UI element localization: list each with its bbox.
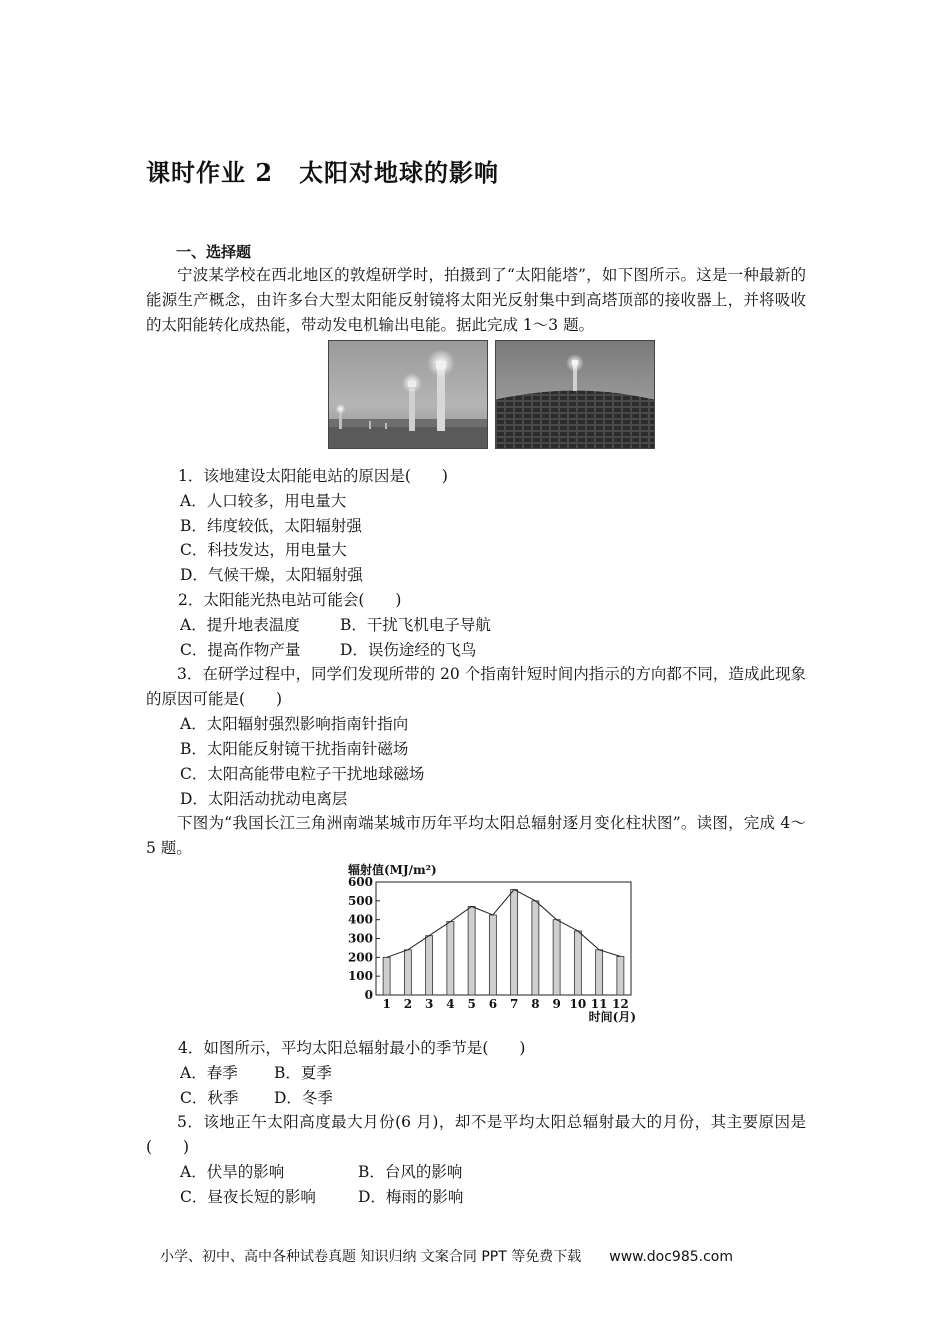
q4-option-a: A．春季 [180,1064,238,1082]
chart-x-tick-label: 3 [424,997,434,1011]
title-main: 课时作业 2 [146,158,274,187]
chart-y-tick-label: 100 [347,969,373,984]
q2-option-a: A．提升地表温度 [180,616,300,634]
q1-option-c: C．科技发达，用电量大 [180,541,347,559]
chart-x-tick-label: 2 [403,997,413,1011]
chart-y-tick-label: 400 [347,912,373,927]
footer-text: 小学、初中、高中各种试卷真题 知识归纳 文案合同 PPT 等免费下载 [160,1249,582,1265]
chart-y-tick-label: 200 [347,950,373,965]
solar-mirror-field-photo [495,340,655,449]
chart-x-tick-label: 11 [590,997,608,1011]
chart-bar-6 [489,915,496,995]
q4-option-d: D．冬季 [274,1089,333,1107]
q1-option-d: D．气候干燥，太阳辐射强 [180,566,363,584]
q4-stem: 4．如图所示，平均太阳总辐射最小的季节是( ) [178,1039,526,1057]
chart-bar-10 [574,931,581,995]
q5-option-c: C．昼夜长短的影响 [180,1188,316,1206]
chart-y-tick-label: 300 [347,931,373,946]
chart-y-tick-label: 500 [347,893,373,908]
chart-x-tick-label: 4 [446,997,455,1011]
q1-option-a: A．人口较多，用电量大 [180,492,347,510]
chart-x-tick-label: 8 [531,997,540,1011]
q5-stem: 5．该地正午太阳高度最大月份(6 月)，却不是平均太阳总辐射最大的月份，其主要原因是( ) [146,1113,806,1156]
solar-tower-photo-night [328,340,488,449]
chart-x-tick-label: 1 [382,997,391,1011]
chart-x-tick-label: 5 [467,997,476,1011]
chart-bar-1 [383,957,390,995]
chart-x-tick-label: 6 [488,997,498,1011]
page-title [146,153,499,188]
q5-option-a: A．伏旱的影响 [180,1163,285,1181]
q3-option-b: B．太阳能反射镜干扰指南针磁场 [180,740,409,758]
footer-url[interactable]: www.doc985.com [609,1249,733,1265]
q2-option-d: D．误伤途经的飞鸟 [340,641,477,659]
chart-bar-3 [426,936,433,995]
intro-paragraph-2: 下图为“我国长江三角洲南端某城市历年平均太阳总辐射逐月变化柱状图”。读图，完成 4～5 题。 [146,814,806,857]
chart-x-tick-label: 9 [552,997,561,1011]
q4-option-c: C．秋季 [180,1089,239,1107]
title-sub: 太阳对地球的影响 [299,158,500,187]
chart-plot-frame [376,882,631,995]
section-heading: 一、选择题 [176,243,252,261]
chart-y-axis-label: 辐射值(MJ/m²) [348,863,437,877]
q5-option-d: D．梅雨的影响 [358,1188,464,1206]
q3-stem: 3．在研学过程中，同学们发现所带的 20 个指南针短时间内指示的方向都不同，造成此现象的原因可能是( ) [146,665,806,708]
q2-stem: 2．太阳能光热电站可能会( ) [178,591,402,609]
q3-option-c: C．太阳高能带电粒子干扰地球磁场 [180,765,425,783]
chart-bar-8 [532,901,539,995]
q2-option-c: C．提高作物产量 [180,641,301,659]
chart-y-tick-label: 600 [347,875,373,889]
intro-paragraph-1: 宁波某学校在西北地区的敦煌研学时，拍摄到了“太阳能塔”，如下图所示。这是一种最新的能源生产概念，由许多台大型太阳能反射镜将太阳光反射集中到高塔顶部的接收器上，并将吸收的太阳能转化成热能，带动发电机输出电能。据此完成 1～3 题。 [146,266,806,334]
q1-option-b: B．纬度较低，太阳辐射强 [180,517,362,535]
radiation-bar-chart [336,858,646,1028]
chart-trend-line [387,890,621,958]
chart-bar-2 [404,950,411,995]
q3-option-a: A．太阳辐射强烈影响指南针指向 [180,715,409,733]
chart-bar-5 [468,906,475,995]
chart-bar-7 [511,890,518,995]
chart-x-tick-label: 12 [612,997,629,1011]
q3-option-d: D．太阳活动扰动电离层 [180,790,348,808]
chart-y-tick-label: 0 [364,988,373,1002]
chart-x-tick-label: 7 [509,997,519,1011]
chart-x-tick-label: 10 [569,997,587,1011]
chart-bar-11 [596,950,603,995]
chart-x-axis-label: 时间(月) [588,1010,636,1024]
page-footer [160,1246,733,1266]
chart-bar-4 [447,922,454,995]
chart-bar-9 [553,920,560,995]
q2-option-b: B．干扰飞机电子导航 [340,616,491,634]
q1-stem: 1．该地建设太阳能电站的原因是( ) [178,467,448,485]
chart-bar-12 [617,956,624,995]
q4-option-b: B．夏季 [274,1064,332,1082]
q5-option-b: B．台风的影响 [358,1163,463,1181]
